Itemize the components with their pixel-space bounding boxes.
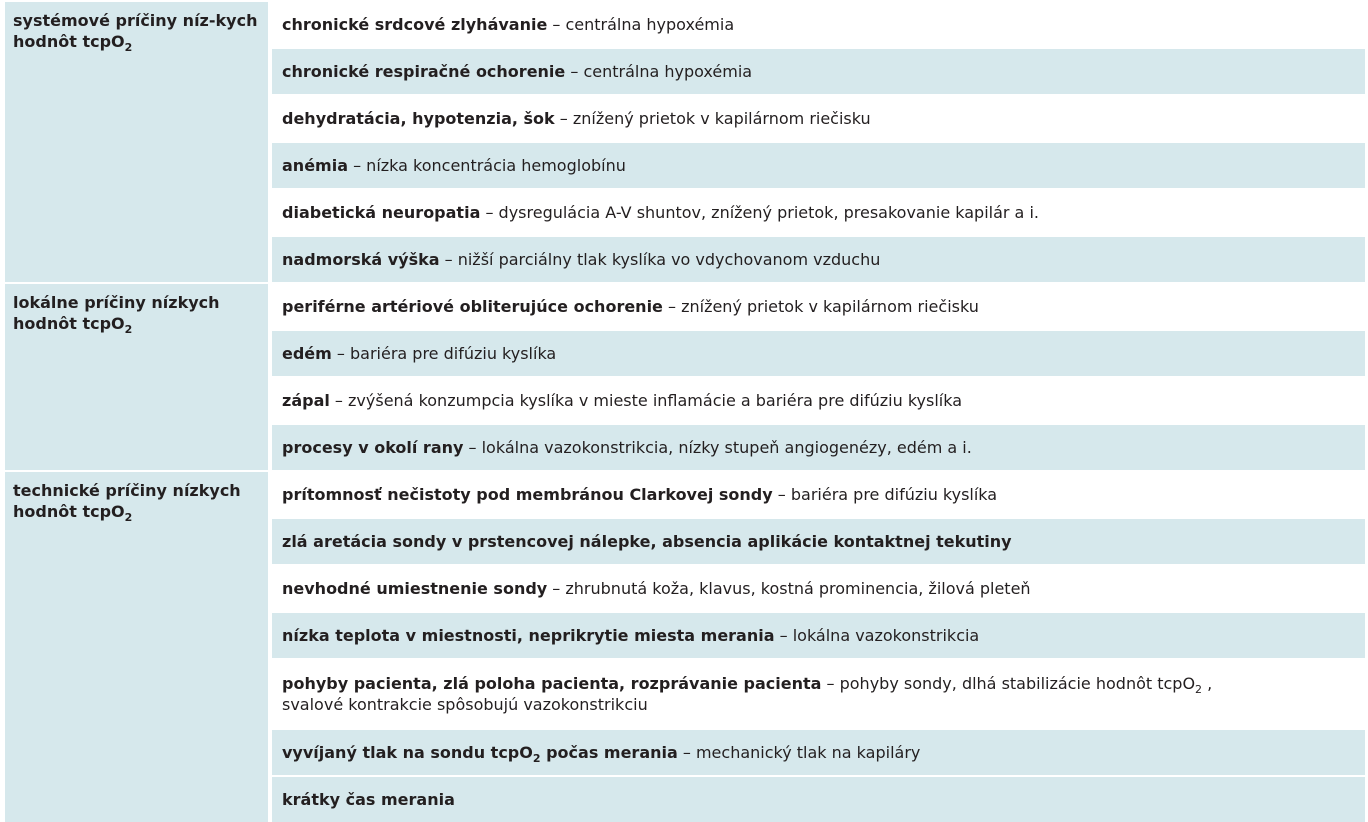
list-item: edém – bariéra pre difúziu kyslíka <box>270 330 1365 377</box>
list-item: chronické srdcové zlyhávanie – centrálna hypoxémia <box>270 1 1365 48</box>
table-row <box>5 283 1365 330</box>
category-technical: technické príčiny nízkych hodnôt tcpO$_2$ <box>5 471 270 822</box>
list-item: anémia – nízka koncentrácia hemoglobínu <box>270 142 1365 189</box>
list-item: pohyby pacienta, zlá poloha pacienta, rozprávanie pacienta – pohyby sondy, dlhá stabilizácie hodnôt tcpO$_2$ , svalové kontrakcie spôsobujú vazokonstrikciu <box>270 659 1365 729</box>
category-local: lokálne príčiny nízkych hodnôt tcpO$_2$ <box>5 283 270 471</box>
list-item: procesy v okolí rany – lokálna vazokonstrikcia, nízky stupeň angiogenézy, edém a i. <box>270 424 1365 471</box>
list-item: nízka teplota v miestnosti, neprikrytie miesta merania – lokálna vazokonstrikcia <box>270 612 1365 659</box>
list-item: diabetická neuropatia – dysregulácia A-V shuntov, znížený prietok, presakovanie kapilár a i. <box>270 189 1365 236</box>
list-item: periférne artériové obliterujúce ochorenie – znížený prietok v kapilárnom riečisku <box>270 283 1365 330</box>
list-item: chronické respiračné ochorenie – centrálna hypoxémia <box>270 48 1365 95</box>
list-item: zlá aretácia sondy v prstencovej nálepke, absencia aplikácie kontaktnej tekutiny <box>270 518 1365 565</box>
category-systemic: systémové príčiny níz-kych hodnôt tcpO$_2$ <box>5 1 270 283</box>
causes-table <box>5 0 1365 822</box>
list-item: dehydratácia, hypotenzia, šok – znížený prietok v kapilárnom riečisku <box>270 95 1365 142</box>
list-item: nadmorská výška – nižší parciálny tlak kyslíka vo vdychovanom vzduchu <box>270 236 1365 283</box>
list-item: nevhodné umiestnenie sondy – zhrubnutá koža, klavus, kostná prominencia, žilová pleteň <box>270 565 1365 612</box>
list-item: prítomnosť nečistoty pod membránou Clarkovej sondy – bariéra pre difúziu kyslíka <box>270 471 1365 518</box>
table-row <box>5 471 1365 518</box>
list-item: vyvíjaný tlak na sondu tcpO$_2$ počas merania – mechanický tlak na kapiláry <box>270 729 1365 776</box>
list-item: zápal – zvýšená konzumpcia kyslíka v mieste inflamácie a bariéra pre difúziu kyslíka <box>270 377 1365 424</box>
list-item: krátky čas merania <box>270 776 1365 822</box>
table-row <box>5 1 1365 48</box>
